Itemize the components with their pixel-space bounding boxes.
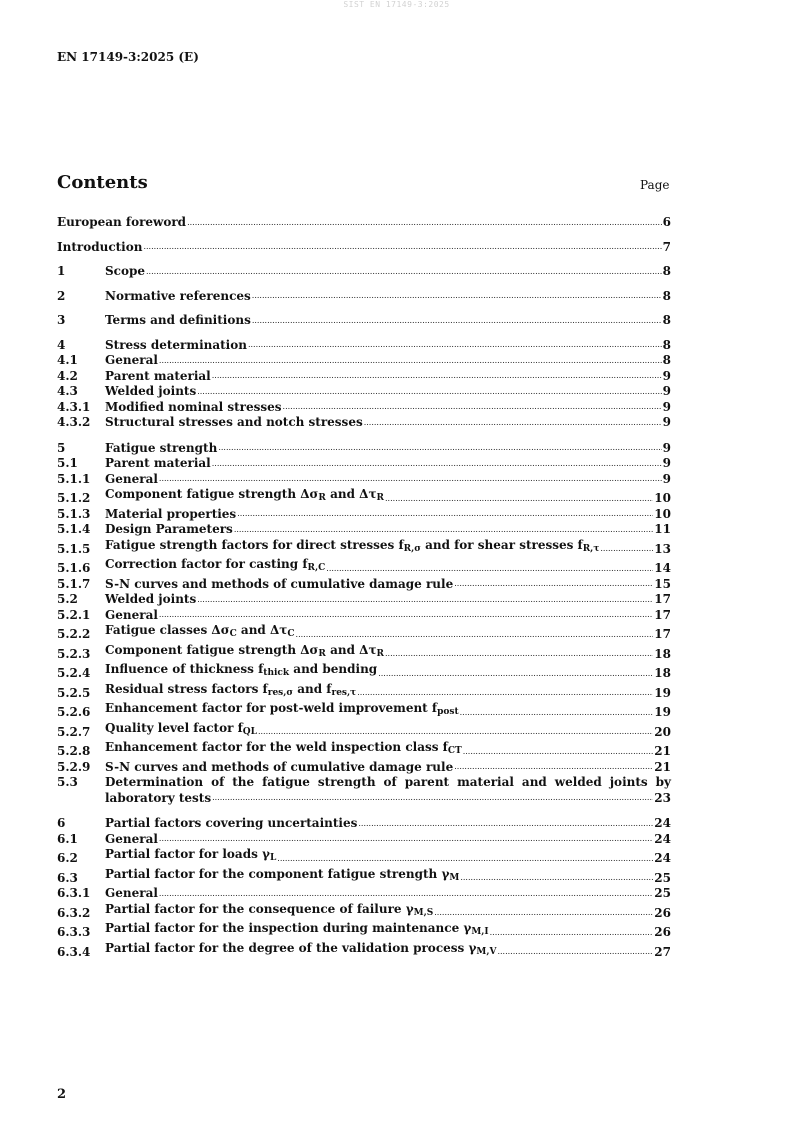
subscript: R <box>318 648 326 659</box>
toc-dot-leader <box>159 473 662 485</box>
toc-entry-number: 4.3.2 <box>57 415 91 429</box>
toc-entry[interactable] <box>57 215 671 231</box>
toc-entry-page: 24 <box>654 831 671 846</box>
toc-entry[interactable] <box>57 701 671 721</box>
toc-entry-page: 9 <box>662 415 671 429</box>
toc-entry[interactable] <box>57 662 671 682</box>
toc-entry-page: 27 <box>654 944 671 959</box>
toc-entry[interactable] <box>57 472 671 488</box>
toc-entry[interactable] <box>57 832 671 848</box>
subscript: R <box>376 648 385 659</box>
toc-entry[interactable] <box>57 886 671 902</box>
toc-entry-title: Parent material <box>105 368 211 383</box>
page-column-label: Page <box>640 178 670 192</box>
toc-entry[interactable] <box>57 623 671 643</box>
toc-entry[interactable] <box>57 415 671 431</box>
toc-entry-page: 20 <box>654 724 671 739</box>
toc-entry-title: Partial factor for the degree of the validation process $\gamma_{M,V}$ <box>105 940 497 957</box>
toc-entry-title: Enhancement factor for post-weld improvement $f_{post}$ <box>105 701 459 717</box>
subscript: res,τ <box>331 687 357 698</box>
toc-dot-leader <box>143 241 661 253</box>
toc-entry-page: 9 <box>662 384 671 398</box>
toc-entry-title: Correction factor for casting $f_{R,C}$ <box>105 557 326 573</box>
toc-entry-number: 5.3 <box>57 775 78 789</box>
toc-dot-leader <box>497 946 653 958</box>
toc-entry-title: Determination of the fatigue strength of parent material and welded joints by <box>105 775 671 789</box>
toc-entry-title: Stress determination <box>105 337 247 352</box>
toc-entry-number: 5.2 <box>57 592 78 606</box>
toc-entry-title: Component fatigue strength $\Delta\sigma_R$ and $\Delta\tau_R$ <box>105 642 385 659</box>
toc-entry-page: 24 <box>654 816 671 830</box>
toc-entry-title: Enhancement factor for the weld inspection class $f_{CT}$ <box>105 740 462 756</box>
toc-group-gap <box>57 231 671 240</box>
toc-dot-leader <box>258 726 653 738</box>
toc-entry-title: Partial factors covering uncertainties <box>105 816 358 830</box>
toc-entry-number: 6.3.1 <box>57 886 91 900</box>
toc-entry[interactable] <box>57 775 671 791</box>
toc-entry-number: 6 <box>57 816 66 830</box>
toc-entry[interactable] <box>57 507 671 523</box>
toc-entry-page: 17 <box>654 607 671 622</box>
toc-group-gap <box>57 304 671 313</box>
toc-entry-number: 5.1.2 <box>57 491 91 505</box>
toc-entry-page: 8 <box>662 353 671 367</box>
toc-dot-leader <box>357 687 653 699</box>
toc-entry[interactable] <box>57 289 671 305</box>
toc-entry-continuation[interactable] <box>57 791 671 807</box>
toc-group-gap <box>57 255 671 264</box>
toc-dot-leader <box>248 339 662 351</box>
page-number: 2 <box>57 1087 67 1102</box>
toc-entry-page: 19 <box>654 705 671 719</box>
toc-dot-leader <box>460 707 654 719</box>
toc-entry-number: 5.1.1 <box>57 471 91 486</box>
subscript: QL <box>242 726 257 737</box>
toc-entry-number: 5.2.6 <box>57 705 91 719</box>
toc-entry-title: General <box>105 886 158 900</box>
toc-entry-title: Component fatigue strength $\Delta\sigma_R$ and $\Delta\tau_R$ <box>105 487 385 503</box>
toc-entry-page: 10 <box>654 506 671 521</box>
toc-entry-page: 9 <box>662 456 671 470</box>
toc-entry-page: 9 <box>662 471 671 486</box>
toc-entry-title: Structural stresses and notch stresses <box>105 415 363 429</box>
toc-entry[interactable] <box>57 487 671 507</box>
toc-entry-title: Partial factor for the consequence of failure $\gamma_{M,S}$ <box>105 901 434 918</box>
toc-entry-number: 5.1 <box>57 456 78 470</box>
toc-entry[interactable] <box>57 760 671 776</box>
toc-dot-leader <box>218 442 661 454</box>
toc-entry-number: 5.1.7 <box>57 576 91 591</box>
toc-entry-number: 6.3.2 <box>57 905 91 920</box>
toc-entry[interactable] <box>57 682 671 702</box>
toc-entry-number: 5.2.7 <box>57 724 91 739</box>
toc-entry-number: 6.1 <box>57 831 78 846</box>
toc-entry-number: 1 <box>57 264 66 278</box>
toc-dot-leader <box>460 872 653 884</box>
toc-entry-page: 23 <box>654 790 671 805</box>
toc-entry-number: 5.2.3 <box>57 646 91 661</box>
toc-entry-page: 17 <box>654 592 671 606</box>
toc-entry-page: 13 <box>654 541 671 556</box>
toc-entry[interactable] <box>57 941 671 961</box>
toc-entry[interactable] <box>57 400 671 416</box>
toc-dot-leader <box>159 609 653 621</box>
toc-dot-leader <box>187 217 662 229</box>
toc-dot-leader <box>364 417 662 429</box>
toc-entry-number: 5.2.2 <box>57 627 91 641</box>
toc-dot-leader <box>212 792 653 804</box>
subscript: post <box>437 707 459 717</box>
toc-entry-page: 11 <box>654 522 671 536</box>
toc-entry[interactable] <box>57 816 671 832</box>
toc-entry-page: 7 <box>662 239 671 254</box>
toc-entry-number: 2 <box>57 288 66 303</box>
toc-entry-page: 8 <box>662 264 671 278</box>
toc-entry-title: General <box>105 831 158 846</box>
toc-entry-page: 9 <box>662 368 671 383</box>
toc-group-gap <box>57 329 671 338</box>
toc-entry-number: 4.1 <box>57 353 78 367</box>
toc-entry-title: General <box>105 607 158 622</box>
toc-entry[interactable] <box>57 313 671 329</box>
toc-dot-leader <box>385 648 653 660</box>
toc-entry-title: Modified nominal stresses <box>105 399 282 414</box>
toc-entry-page: 19 <box>654 685 671 700</box>
toc-entry-number: 5.2.4 <box>57 666 91 680</box>
toc-dot-leader <box>454 578 653 590</box>
toc-entry-page: 14 <box>654 561 671 575</box>
toc-entry-page: 21 <box>654 744 671 758</box>
toc-entry[interactable] <box>57 441 671 457</box>
toc-entry-title: Partial factor for the inspection during maintenance $\gamma_{M,I}$ <box>105 921 489 937</box>
toc-entry-title: Welded joints <box>105 384 197 398</box>
toc-entry-title: Partial factor for the component fatigue strength $\gamma_M$ <box>105 866 460 883</box>
toc-entry[interactable] <box>57 338 671 354</box>
toc-dot-leader <box>159 888 653 900</box>
subscript: R,C <box>307 563 326 573</box>
toc-dot-leader <box>197 594 653 606</box>
toc-entry[interactable] <box>57 608 671 624</box>
toc-entry-number: 5.1.6 <box>57 561 91 575</box>
toc-entry-title: European foreword <box>57 215 187 229</box>
toc-entry-page: 15 <box>654 576 671 591</box>
toc-entry-page: 26 <box>654 905 671 920</box>
toc-entry-title: General <box>105 353 158 367</box>
toc-entry-number: 4.3.1 <box>57 399 91 414</box>
toc-entry-page: 8 <box>662 313 671 327</box>
subscript: M <box>449 872 460 883</box>
toc-entry-number: 5.1.3 <box>57 506 91 521</box>
toc-entry[interactable] <box>57 384 671 400</box>
toc-entry-number: 4 <box>57 337 66 352</box>
toc-dot-leader <box>277 853 653 865</box>
toc-entry[interactable] <box>57 740 671 760</box>
toc-entry-number: 6.3.4 <box>57 944 91 959</box>
toc-dot-leader <box>385 493 653 505</box>
toc-entry-title: Residual stress factors $f_{res,\sigma}$ and $f_{res,\tau}$ <box>105 681 357 698</box>
subscript: L <box>269 853 277 863</box>
toc-entry-page: 9 <box>662 399 671 414</box>
toc-entry-title: Parent material <box>105 456 211 470</box>
toc-entry-page: 6 <box>662 215 671 229</box>
toc-entry-number: 6.3 <box>57 870 78 885</box>
toc-dot-leader <box>252 290 662 302</box>
toc-dot-leader <box>252 315 662 327</box>
toc-dot-leader <box>358 818 653 830</box>
subscript: thick <box>263 668 290 678</box>
toc-entry-title: Quality level factor $f_{QL}$ <box>105 720 257 737</box>
subscript: CT <box>447 746 462 756</box>
toc-dot-leader <box>237 508 653 520</box>
toc-dot-leader <box>296 629 654 641</box>
toc-entry-number: 4.2 <box>57 368 78 383</box>
toc-entry-number: 5.2.1 <box>57 607 91 622</box>
toc-entry[interactable] <box>57 369 671 385</box>
toc-dot-leader <box>454 761 653 773</box>
toc-entry-number: 6.2 <box>57 851 78 865</box>
toc-entry-number: 4.3 <box>57 384 78 398</box>
toc-group-gap <box>57 431 671 441</box>
subscript: M,V <box>476 946 497 957</box>
toc-entry[interactable] <box>57 643 671 663</box>
subscript: R,τ <box>582 543 600 554</box>
toc-entry-title: Influence of thickness $f_{thick}$ and bending <box>105 662 378 678</box>
subscript: C <box>229 629 237 639</box>
toc-dot-leader <box>283 401 662 413</box>
toc-entry-title: Scope <box>105 264 146 278</box>
toc-entry-title: Introduction <box>57 239 143 254</box>
toc-entry-title: S-N curves and methods of cumulative damage rule <box>105 759 454 774</box>
subscript: res,σ <box>267 687 294 698</box>
toc-entry[interactable] <box>57 721 671 741</box>
toc-entry[interactable] <box>57 867 671 887</box>
toc-entry-page: 17 <box>654 627 671 641</box>
toc-entry-number: 5.2.9 <box>57 759 91 774</box>
toc-group-gap <box>57 806 671 816</box>
toc-entry-title: Terms and definitions <box>105 313 251 327</box>
toc-entry[interactable] <box>57 240 671 256</box>
toc-entry[interactable] <box>57 538 671 558</box>
subscript: C <box>287 629 295 639</box>
toc-entry-page: 26 <box>654 925 671 939</box>
toc-dot-leader <box>212 458 662 470</box>
toc-dot-leader <box>463 746 654 758</box>
subscript: R,σ <box>403 543 421 554</box>
toc-dot-leader <box>146 266 662 278</box>
subscript: R <box>318 493 326 503</box>
toc-entry-page: 8 <box>662 288 671 303</box>
toc-dot-leader <box>326 563 653 575</box>
toc-entry-page: 25 <box>654 886 671 900</box>
toc-entry[interactable] <box>57 456 671 472</box>
document-watermark: SIST EN 17149-3:2025 <box>343 0 450 9</box>
toc-entry[interactable] <box>57 522 671 538</box>
toc-entry-number: 6.3.3 <box>57 925 91 939</box>
toc-entry-number: 5.2.8 <box>57 744 91 758</box>
toc-entry-title: Fatigue classes $\Delta\sigma_C$ and $\Delta\tau_C$ <box>105 623 295 639</box>
toc-entry-title: Normative references <box>105 288 251 303</box>
toc-dot-leader <box>378 668 653 680</box>
toc-entry-page: 24 <box>654 851 671 865</box>
toc-entry-number: 5.1.4 <box>57 522 91 536</box>
subscript: M,I <box>471 927 489 937</box>
toc-entry-title: S-N curves and methods of cumulative damage rule <box>105 576 454 591</box>
toc-dot-leader <box>600 543 653 555</box>
toc-entry-page: 9 <box>662 440 671 455</box>
toc-entry-number: 5.1.5 <box>57 541 91 556</box>
toc-entry-page: 21 <box>654 759 671 774</box>
contents-heading: Contents <box>57 172 148 193</box>
toc-entry-number: 5 <box>57 440 66 455</box>
subscript: R <box>376 493 385 503</box>
toc-entry-title: General <box>105 471 158 486</box>
subscript: M,S <box>413 907 434 918</box>
table-of-contents <box>57 215 671 960</box>
toc-dot-leader <box>434 907 653 919</box>
toc-entry[interactable] <box>57 264 671 280</box>
toc-entry-page: 25 <box>654 870 671 885</box>
toc-entry-title: Design Parameters <box>105 522 233 536</box>
toc-entry-number: 5.2.5 <box>57 685 91 700</box>
toc-dot-leader <box>159 833 653 845</box>
toc-entry[interactable] <box>57 353 671 369</box>
toc-dot-leader <box>197 386 661 398</box>
toc-entry[interactable] <box>57 592 671 608</box>
toc-entry-title: laboratory tests <box>105 790 212 805</box>
toc-dot-leader <box>490 927 654 939</box>
toc-group-gap <box>57 280 671 289</box>
toc-entry-page: 18 <box>654 646 671 661</box>
toc-dot-leader <box>212 370 662 382</box>
toc-entry[interactable] <box>57 577 671 593</box>
toc-entry-title: Material properties <box>105 506 237 521</box>
toc-dot-leader <box>159 355 662 367</box>
toc-entry-title: Fatigue strength factors for direct stresses $f_{R,\sigma}$ and for shear stresses $f_{R,\tau}$ <box>105 537 600 554</box>
toc-entry-title: Partial factor for loads $\gamma_L$ <box>105 847 277 863</box>
toc-dot-leader <box>234 524 653 536</box>
document-id: EN 17149-3:2025 (E) <box>57 50 199 64</box>
toc-entry-title: Fatigue strength <box>105 440 218 455</box>
toc-entry-title: Welded joints <box>105 592 197 606</box>
toc-entry[interactable] <box>57 847 671 867</box>
toc-entry-page: 18 <box>654 666 671 680</box>
toc-entry[interactable] <box>57 921 671 941</box>
toc-entry-page: 10 <box>654 491 671 505</box>
toc-entry[interactable] <box>57 557 671 577</box>
toc-entry[interactable] <box>57 902 671 922</box>
toc-entry-number: 3 <box>57 313 66 327</box>
toc-entry-page: 8 <box>662 337 671 352</box>
